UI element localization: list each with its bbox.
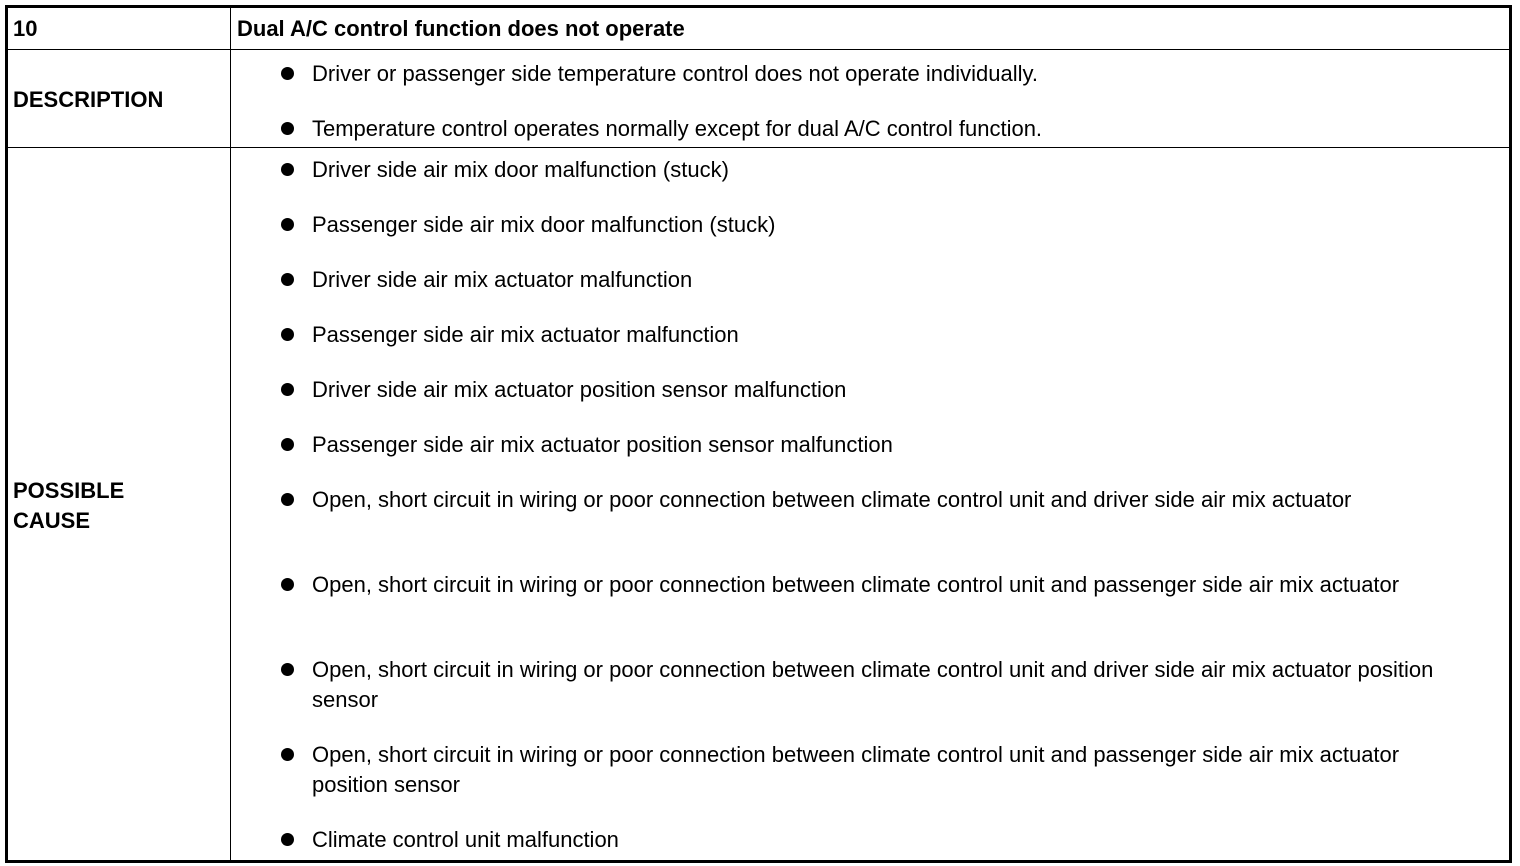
step-number: 10 — [13, 16, 38, 41]
bullet-icon — [281, 67, 294, 80]
possible-cause-label-line1: POSSIBLE — [13, 478, 125, 503]
cause-item-text: Open, short circuit in wiring or poor connection between climate control unit and passenger side air mix actuator position sensor — [312, 742, 1400, 797]
cause-item-text: Passenger side air mix actuator malfunction — [312, 322, 739, 347]
bullet-icon — [281, 163, 294, 176]
description-row — [8, 50, 1509, 148]
cause-item — [278, 430, 1478, 460]
possible-cause-label-line2: CAUSE — [13, 508, 91, 533]
description-item-text: Temperature control operates normally except for dual A/C control function. — [312, 116, 1043, 141]
bullet-icon — [281, 273, 294, 286]
description-label: DESCRIPTION — [13, 87, 164, 112]
cause-item — [278, 320, 1478, 350]
cause-item-text: Driver side air mix actuator malfunction — [312, 267, 693, 292]
cause-item — [278, 210, 1478, 240]
cause-item — [278, 265, 1478, 295]
bullet-icon — [281, 578, 294, 591]
cause-item-text: Driver side air mix actuator position sensor malfunction — [312, 377, 847, 402]
cause-item-text: Passenger side air mix door malfunction (stuck) — [312, 212, 776, 237]
cause-item-text: Passenger side air mix actuator position sensor malfunction — [312, 432, 893, 457]
bullet-icon — [281, 328, 294, 341]
bullet-icon — [281, 122, 294, 135]
cause-item-text: Driver side air mix door malfunction (stuck) — [312, 157, 729, 182]
description-item-text: Driver or passenger side temperature control does not operate individually. — [312, 61, 1038, 86]
cause-item-text: Open, short circuit in wiring or poor connection between climate control unit and driver side air mix actuator — [312, 487, 1352, 512]
bullet-icon — [281, 748, 294, 761]
possible-cause-row — [8, 148, 1509, 860]
bullet-icon — [281, 218, 294, 231]
cause-item — [278, 825, 1478, 855]
cause-item — [278, 155, 1478, 185]
bullet-icon — [281, 438, 294, 451]
cause-item-text: Open, short circuit in wiring or poor connection between climate control unit and driver side air mix actuator position sensor — [312, 657, 1434, 712]
cause-item — [278, 740, 1478, 800]
possible-cause-label — [13, 476, 213, 536]
cause-item-text: Open, short circuit in wiring or poor connection between climate control unit and passenger side air mix actuator — [312, 572, 1400, 597]
bullet-icon — [281, 383, 294, 396]
bullet-icon — [281, 493, 294, 506]
bullet-icon — [281, 833, 294, 846]
troubleshooting-table — [5, 5, 1512, 863]
description-item — [278, 59, 1478, 89]
cause-item — [278, 375, 1478, 405]
bullet-icon — [281, 663, 294, 676]
symptom-title: Dual A/C control function does not operate — [237, 16, 685, 41]
header-row — [8, 8, 1509, 50]
cause-item — [278, 655, 1478, 715]
cause-item-text: Climate control unit malfunction — [312, 827, 619, 852]
cause-item — [278, 485, 1478, 515]
cause-item — [278, 570, 1478, 600]
description-item — [278, 114, 1478, 144]
